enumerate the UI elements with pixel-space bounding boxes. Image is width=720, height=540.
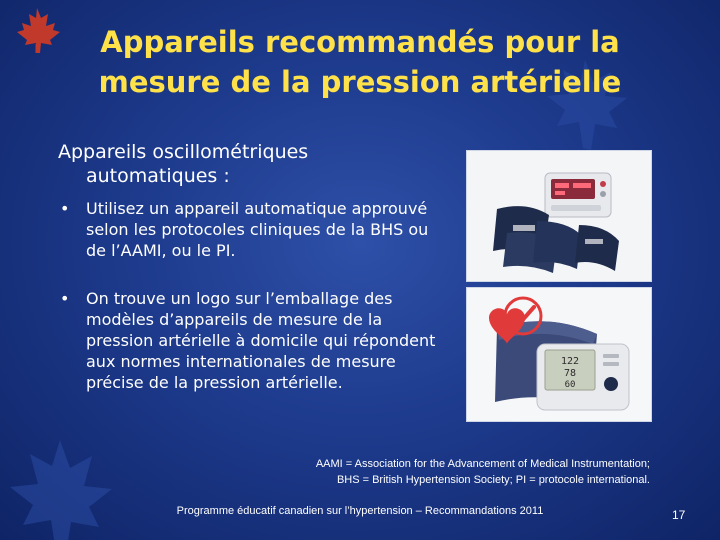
bullet-text: On trouve un logo sur l’emballage des modèles d’appareils de mesure de la pression artérielle à domicile qui répondent aux normes internationales de mesure précise de la pression artérielle. — [86, 289, 436, 392]
monitor-dia-readout: 78 — [563, 368, 577, 379]
bullet-list — [58, 198, 448, 393]
bullet-item — [58, 198, 448, 261]
slide-title: Appareils recommandés pour la mesure de la pression artérielle — [98, 25, 622, 99]
clinical-bp-monitor-photo — [466, 150, 652, 282]
subheading-line-2: automatiques : — [86, 165, 230, 187]
footnote-line-2: BHS = British Hypertension Society; PI = protocole international. — [336, 474, 650, 486]
monitor-sys-readout: 122 — [560, 356, 580, 367]
bullet-glyph: • — [60, 289, 70, 308]
home-bp-monitor-image — [467, 288, 651, 421]
page-number: 17 — [672, 508, 686, 522]
bullet-glyph: • — [60, 199, 70, 218]
footnote-line-1: AAMI = Association for the Advancement of Medical Instrumentation; — [315, 458, 650, 470]
subheading-line-1: Appareils oscillométriques — [58, 141, 309, 163]
bullet-item — [58, 288, 448, 393]
home-bp-monitor-photo — [466, 287, 652, 422]
monitor-pulse-readout: 60 — [564, 380, 576, 390]
bullet-text: Utilisez un appareil automatique approuvé selon les protocoles cliniques de la BHS ou de l’AAMI, ou le PI. — [86, 199, 429, 260]
background-maple-leaf — [10, 440, 112, 540]
subheading — [58, 140, 418, 188]
abbreviations-footnote — [250, 456, 650, 488]
monitor-start-button — [604, 377, 618, 391]
footer-text: Programme éducatif canadien sur l’hypertension – Recommandations 2011 — [176, 505, 544, 517]
clinical-bp-monitor-image — [467, 151, 651, 281]
